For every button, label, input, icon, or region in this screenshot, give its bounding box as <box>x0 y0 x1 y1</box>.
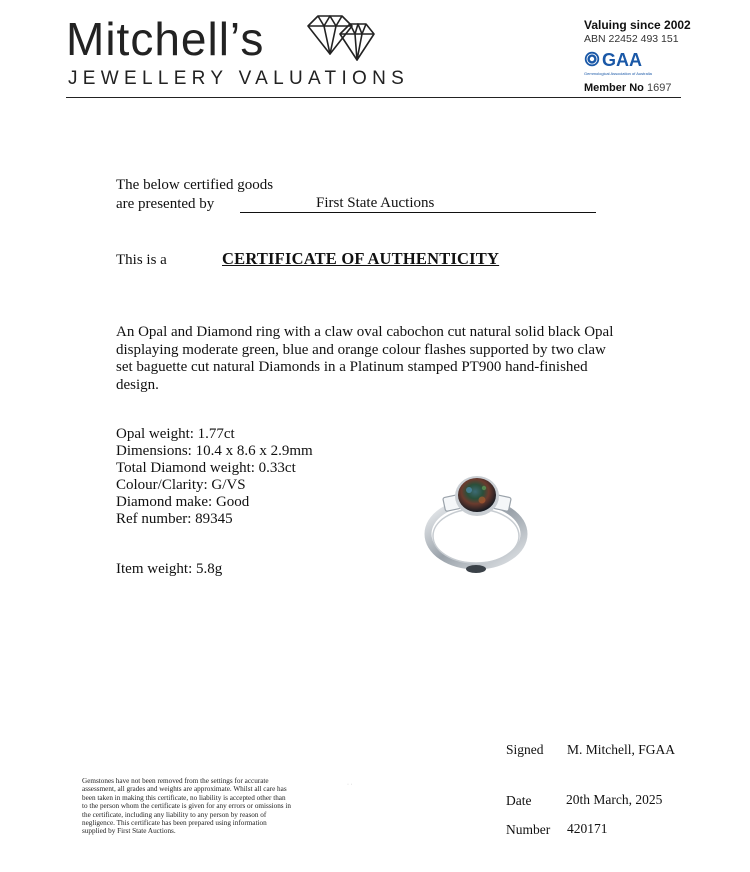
member-number <box>584 82 671 94</box>
intro-line-2: are presented by <box>116 196 215 212</box>
scan-speck: · · <box>347 782 353 788</box>
member-label: Member No <box>584 82 644 94</box>
gaa-logo-text: GAA <box>602 50 642 70</box>
disclaimer-text: Gemstones have not been removed from the settings for accurate assessment, all grades and weights are approximate. Whilst all care has been taken in making this certificate, no liability is accepted other than to the person whom the certificate is given for any errors or omissions in the certificate, including any liability to any person by reason of negligence. This certificate has been prepared using information supplied by First State Auctions. <box>82 777 291 836</box>
certificate-title: CERTIFICATE OF AUTHENTICITY <box>222 249 500 268</box>
number-label: Number <box>506 822 551 837</box>
signed-value: M. Mitchell, FGAA <box>567 742 675 757</box>
ring-photo <box>414 466 540 578</box>
spec-opal-weight: Opal weight: 1.77ct <box>116 426 235 442</box>
presented-by-value: First State Auctions <box>316 195 435 211</box>
spec-ref-number: Ref number: 89345 <box>116 511 233 527</box>
item-description: An Opal and Diamond ring with a claw oval cabochon cut natural solid black Opal displaying moderate green, blue and orange colour flashes supported by two claw set baguette cut natural Diamonds in a Platinum stamped PT900 hand-finished design. <box>116 324 614 393</box>
presented-by-underline <box>240 212 596 213</box>
spec-total-diamond-weight: Total Diamond weight: 0.33ct <box>116 460 296 476</box>
intro-line-1: The below certified goods <box>116 177 274 193</box>
gaa-seal-icon <box>584 51 600 67</box>
spec-dimensions: Dimensions: 10.4 x 8.6 x 2.9mm <box>116 443 313 459</box>
date-label: Date <box>506 793 532 808</box>
spec-diamond-make: Diamond make: Good <box>116 494 250 510</box>
spec-item-weight: Item weight: 5.8g <box>116 561 223 577</box>
number-value: 420171 <box>567 821 608 836</box>
logo-wordmark: Mitchell’s <box>66 13 265 65</box>
valuing-since-text: Valuing since 2002 <box>584 18 691 32</box>
member-number-value: 1697 <box>646 82 672 94</box>
this-is-label: This is a <box>116 252 167 268</box>
signed-label: Signed <box>506 742 544 757</box>
diamond-logo-icon <box>300 14 376 62</box>
logo-tagline: JEWELLERY VALUATIONS <box>68 68 410 89</box>
gaa-subtitle: Gemmological Association of Australia <box>584 71 652 76</box>
spec-colour-clarity: Colour/Clarity: G/VS <box>116 477 246 493</box>
header-divider <box>66 97 681 98</box>
date-value: 20th March, 2025 <box>566 792 663 807</box>
abn-text: ABN 22452 493 151 <box>584 33 679 45</box>
